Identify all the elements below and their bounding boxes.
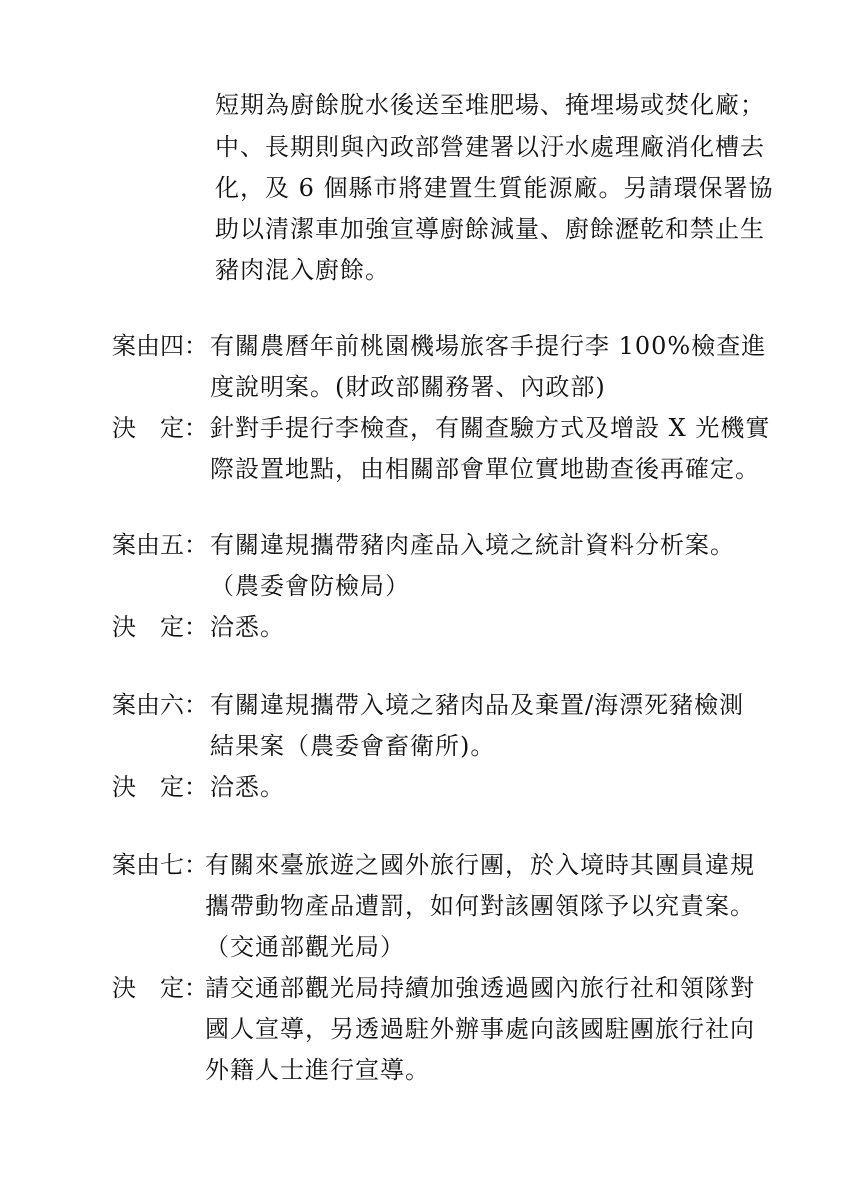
decision-label: 決 定： — [112, 414, 208, 442]
intro-line: 化，及 6 個縣市將建置生質能源廠。另請環保署協 — [215, 174, 774, 202]
case-line: 有關違規攜帶豬肉產品入境之統計資料分析案。 — [210, 531, 735, 559]
intro-line: 中、長期則與內政部營建署以汙水處理廠消化槽去 — [215, 133, 765, 161]
intro-line: 助以清潔車加強宣導廚餘減量、廚餘瀝乾和禁止生 — [215, 215, 765, 243]
case-line: 有關來臺旅遊之國外旅行團，於入境時其團員違規 — [205, 851, 755, 879]
decision-line: 洽悉。 — [210, 773, 285, 801]
decision-line: 針對手提行李檢查，有關查驗方式及增設 X 光機實 — [210, 414, 771, 442]
case-label: 案由七： — [112, 851, 208, 879]
decision-line: 請交通部觀光局持續加強透過國內旅行社和領隊對 — [205, 974, 755, 1002]
case-line: 結果案（農委會畜衛所)。 — [210, 732, 496, 760]
case-label: 案由四： — [112, 332, 208, 360]
decision-line: 際設置地點，由相關部會單位實地勘查後再確定。 — [210, 455, 760, 483]
decision-label: 決 定： — [112, 773, 208, 801]
case-label: 案由六： — [112, 691, 208, 719]
decision-line: 洽悉。 — [210, 613, 285, 641]
case-line: 攜帶動物產品遭罰，如何對該團領隊予以究責案。 — [205, 892, 755, 920]
decision-label: 決 定： — [112, 974, 208, 1002]
case-line: 有關農曆年前桃園機場旅客手提行李 100%檢查進 — [210, 332, 767, 360]
intro-line: 短期為廚餘脫水後送至堆肥場、掩埋場或焚化廠； — [215, 91, 765, 119]
decision-line: 外籍人士進行宣導。 — [205, 1056, 430, 1084]
decision-line: 國人宣導，另透過駐外辦事處向該國駐團旅行社向 — [205, 1015, 755, 1043]
case-line: （農委會防檢局） — [210, 572, 410, 600]
case-line: 度說明案。(財政部關務署、內政部) — [210, 373, 606, 401]
case-line: （交通部觀光局） — [205, 933, 405, 961]
intro-line: 豬肉混入廚餘。 — [215, 256, 390, 284]
case-label: 案由五： — [112, 531, 208, 559]
decision-label: 決 定： — [112, 613, 208, 641]
case-line: 有關違規攜帶入境之豬肉品及棄置/海漂死豬檢測 — [210, 691, 745, 719]
